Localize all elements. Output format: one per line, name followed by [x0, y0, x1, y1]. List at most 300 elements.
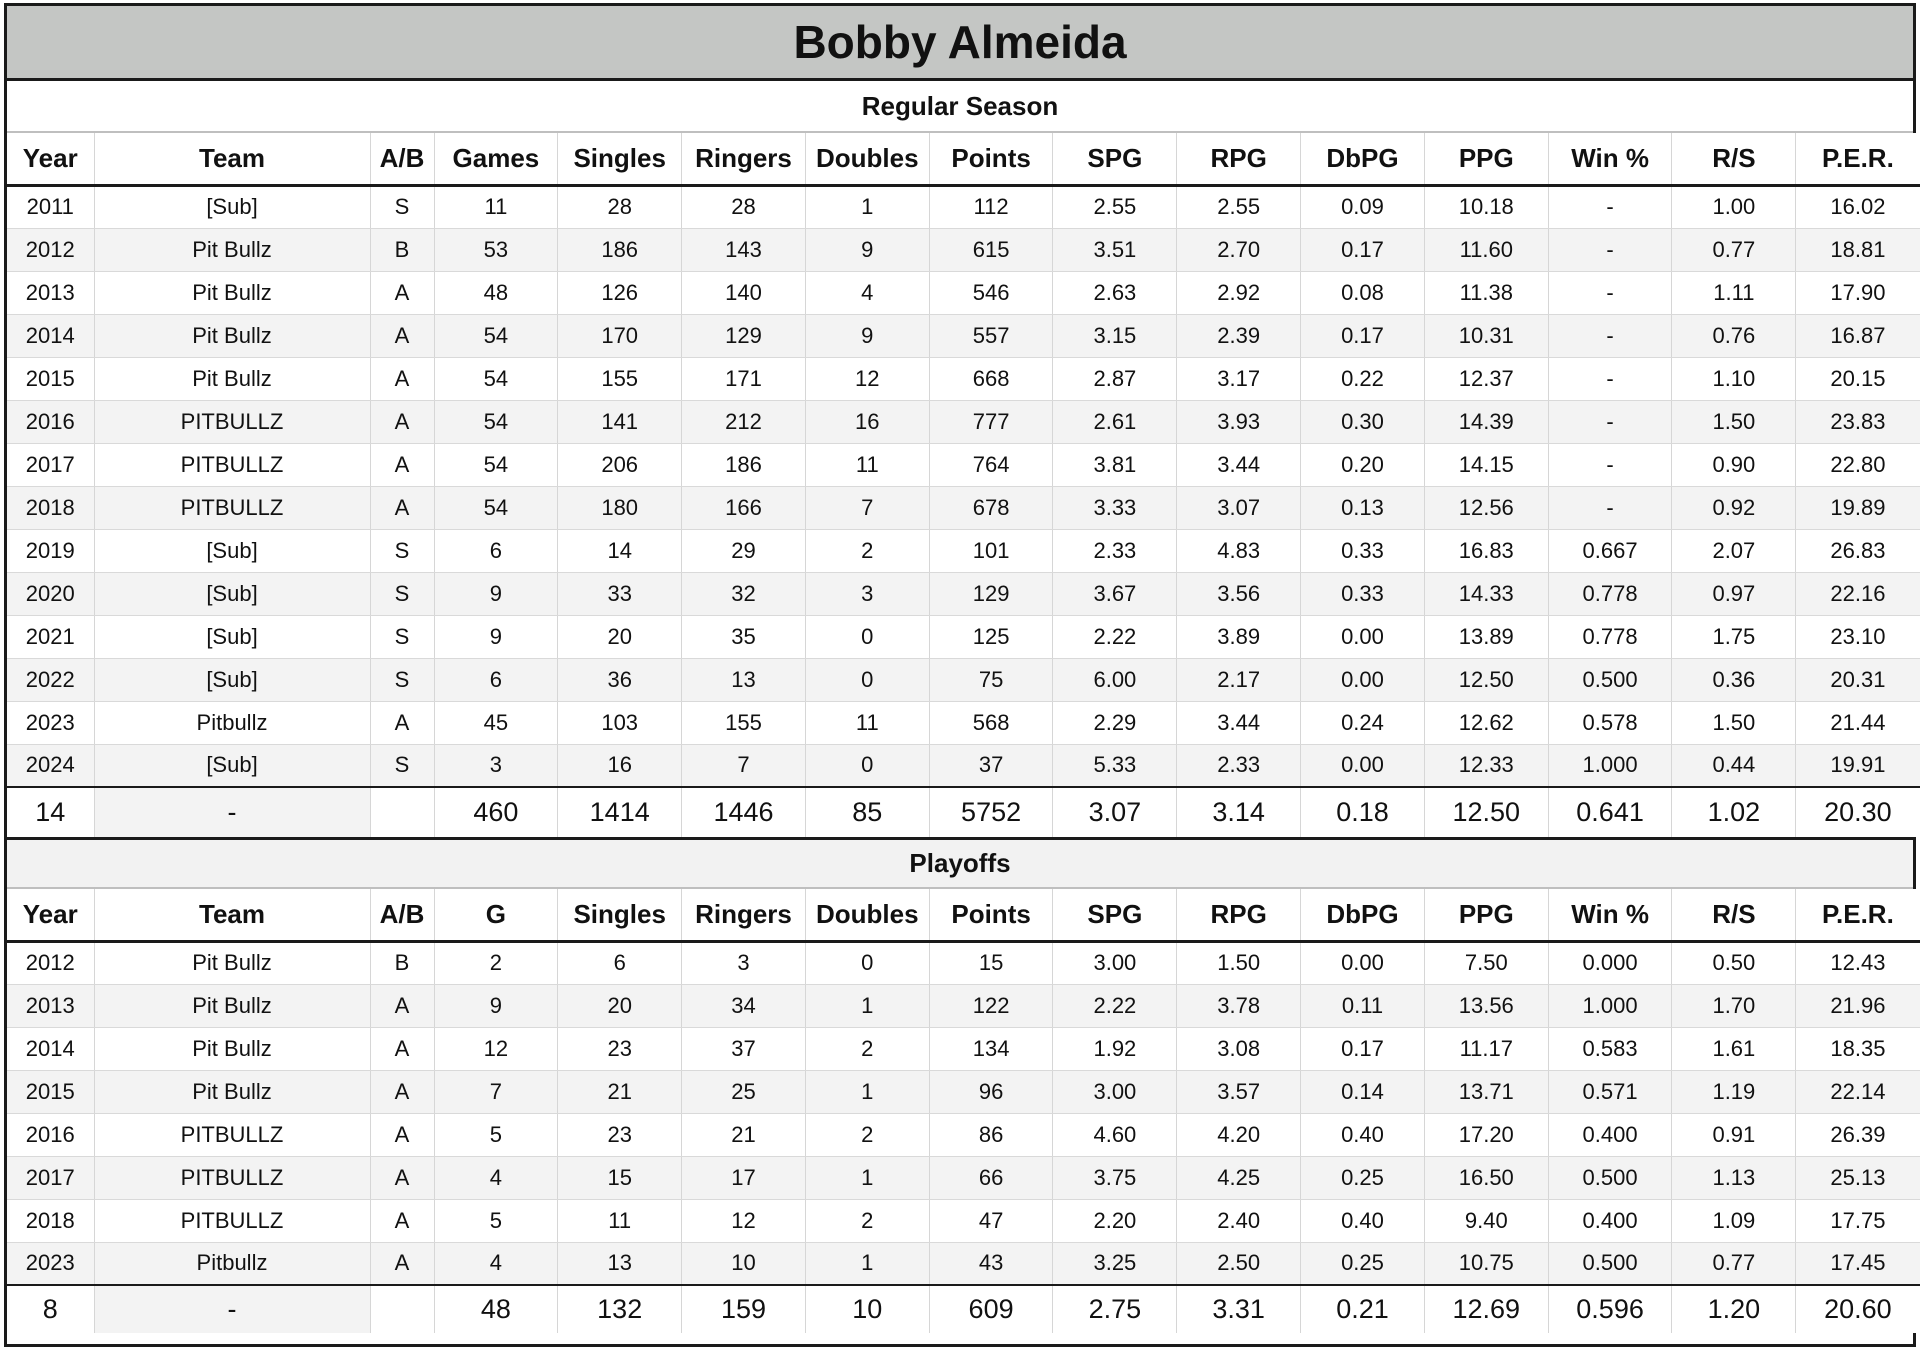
regular-season-totals-cell: 3.14 [1177, 787, 1301, 837]
playoffs-table-cell: 0.14 [1301, 1070, 1425, 1113]
playoffs-column-header: Doubles [805, 889, 929, 941]
playoffs-table-cell: 5 [434, 1113, 558, 1156]
regular-season-column-header: Team [94, 133, 370, 185]
playoffs-table-cell: 21 [558, 1070, 682, 1113]
playoffs-table-cell: 11 [558, 1199, 682, 1242]
regular-season-table-cell: 112 [929, 185, 1053, 228]
regular-season-table-cell: 0.778 [1548, 572, 1672, 615]
regular-season-table-cell: 37 [929, 744, 1053, 787]
playoffs-table-cell: 0.77 [1672, 1242, 1796, 1285]
regular-season-table-cell: A [370, 486, 434, 529]
playoffs-table-cell: 86 [929, 1113, 1053, 1156]
playoffs-totals-cell: 159 [682, 1285, 806, 1333]
regular-season-table-cell: 16.02 [1796, 185, 1920, 228]
regular-season-totals-cell: 1414 [558, 787, 682, 837]
playoffs-table-cell: 11.17 [1424, 1027, 1548, 1070]
regular-season-table-cell: 0.17 [1301, 314, 1425, 357]
regular-season-table-cell: 2016 [7, 400, 94, 443]
regular-season-table-cell: Pitbullz [94, 701, 370, 744]
regular-season-table-cell: 0.30 [1301, 400, 1425, 443]
regular-season-table-cell: - [1548, 486, 1672, 529]
regular-season-table-cell: 2011 [7, 185, 94, 228]
regular-season-table-cell: 2021 [7, 615, 94, 658]
playoffs-table-cell: 0.000 [1548, 941, 1672, 984]
regular-season-table-cell: 3.93 [1177, 400, 1301, 443]
playoffs-table-cell: 0.500 [1548, 1242, 1672, 1285]
regular-season-table-cell: 75 [929, 658, 1053, 701]
playoffs-table-cell: 18.35 [1796, 1027, 1920, 1070]
regular-season-table-cell: 2019 [7, 529, 94, 572]
playoffs-table-cell: 15 [558, 1156, 682, 1199]
regular-season-table-cell: 2.70 [1177, 228, 1301, 271]
regular-season-table-cell: 3.56 [1177, 572, 1301, 615]
regular-season-table-cell: 3.44 [1177, 443, 1301, 486]
regular-season-column-header: DbPG [1301, 133, 1425, 185]
regular-season-table-cell: - [1548, 314, 1672, 357]
regular-season-table-cell: 764 [929, 443, 1053, 486]
regular-season-table-cell: 3.15 [1053, 314, 1177, 357]
regular-season-table-row [7, 400, 1920, 443]
regular-season-totals-cell: 1446 [682, 787, 806, 837]
playoffs-table-cell: 9.40 [1424, 1199, 1548, 1242]
playoffs-table-cell: A [370, 1199, 434, 1242]
playoffs-table-cell: 26.39 [1796, 1113, 1920, 1156]
regular-season-table-cell: 2023 [7, 701, 94, 744]
playoffs-table-cell: 122 [929, 984, 1053, 1027]
playoffs-table-cell: 0.25 [1301, 1242, 1425, 1285]
playoffs-totals-cell: 132 [558, 1285, 682, 1333]
regular-season-table-cell: 0.33 [1301, 529, 1425, 572]
regular-season-table-cell: 16 [558, 744, 682, 787]
regular-season-table-cell: S [370, 744, 434, 787]
playoffs-table-cell: 2014 [7, 1027, 94, 1070]
regular-season-table-cell: 0 [805, 658, 929, 701]
regular-season-totals-row [7, 787, 1920, 837]
regular-season-table-cell: 18.81 [1796, 228, 1920, 271]
playoffs-table-cell: 3 [682, 941, 806, 984]
regular-season-column-header: RPG [1177, 133, 1301, 185]
regular-season-table-cell: 33 [558, 572, 682, 615]
regular-season-column-header: R/S [1672, 133, 1796, 185]
regular-season-column-header: Doubles [805, 133, 929, 185]
regular-season-table-cell: - [1548, 228, 1672, 271]
regular-season-table-cell: 2.61 [1053, 400, 1177, 443]
playoffs-table-cell: A [370, 1156, 434, 1199]
regular-season-table-cell: 0.09 [1301, 185, 1425, 228]
playoffs-table-cell: 9 [434, 984, 558, 1027]
regular-season-table-cell: 1.00 [1672, 185, 1796, 228]
playoffs-table-cell: 1 [805, 1070, 929, 1113]
regular-season-table-cell: 22.16 [1796, 572, 1920, 615]
regular-season-table-cell: 54 [434, 443, 558, 486]
regular-season-table-cell: 20.15 [1796, 357, 1920, 400]
playoffs-table-cell: 2 [805, 1027, 929, 1070]
playoffs-column-header: PPG [1424, 889, 1548, 941]
regular-season-table-cell: 11 [805, 701, 929, 744]
playoffs-table-cell: 23 [558, 1027, 682, 1070]
playoffs-table-cell: 0.571 [1548, 1070, 1672, 1113]
playoffs-table-cell: 3.57 [1177, 1070, 1301, 1113]
regular-season-table-cell: 143 [682, 228, 806, 271]
playoffs-table-cell: 10 [682, 1242, 806, 1285]
playoffs-header-row [7, 889, 1920, 941]
regular-season-table-cell: 2015 [7, 357, 94, 400]
regular-season-table-cell: S [370, 572, 434, 615]
regular-season-column-header: PPG [1424, 133, 1548, 185]
regular-season-table-cell: [Sub] [94, 744, 370, 787]
playoffs-table-cell: 21 [682, 1113, 806, 1156]
regular-season-table-cell: PITBULLZ [94, 443, 370, 486]
regular-season-table-cell: 3.89 [1177, 615, 1301, 658]
regular-season-table-cell: 2.17 [1177, 658, 1301, 701]
regular-season-table-cell: 186 [558, 228, 682, 271]
stats-sheet [4, 3, 1916, 1347]
regular-season-table-cell: 2.87 [1053, 357, 1177, 400]
regular-season-table-cell: 186 [682, 443, 806, 486]
regular-season-table-cell: 16 [805, 400, 929, 443]
playoffs-table-cell: 13.56 [1424, 984, 1548, 1027]
regular-season-column-header: Year [7, 133, 94, 185]
regular-season-column-header: SPG [1053, 133, 1177, 185]
regular-season-table-row [7, 486, 1920, 529]
regular-season-table-cell: 212 [682, 400, 806, 443]
playoffs-table-cell: 21.96 [1796, 984, 1920, 1027]
playoffs-table-cell: 22.14 [1796, 1070, 1920, 1113]
playoffs-table-cell: 2 [434, 941, 558, 984]
regular-season-table-cell: - [1548, 443, 1672, 486]
playoffs-totals-cell: 1.20 [1672, 1285, 1796, 1333]
playoffs-column-header: SPG [1053, 889, 1177, 941]
regular-season-table-cell: 35 [682, 615, 806, 658]
regular-season-table-row [7, 443, 1920, 486]
playoffs-table-cell: 47 [929, 1199, 1053, 1242]
regular-season-table-cell: 2018 [7, 486, 94, 529]
regular-season-table-cell: 3.81 [1053, 443, 1177, 486]
regular-season-totals-cell: 0.641 [1548, 787, 1672, 837]
regular-season-table-cell: 0.33 [1301, 572, 1425, 615]
playoffs-table-row [7, 1156, 1920, 1199]
playoffs-table-cell: 1.000 [1548, 984, 1672, 1027]
regular-season-table-row [7, 271, 1920, 314]
regular-season-table-cell: 129 [682, 314, 806, 357]
regular-season-table-cell: 2012 [7, 228, 94, 271]
playoffs-table-cell: 15 [929, 941, 1053, 984]
playoffs-column-header: G [434, 889, 558, 941]
regular-season-totals-cell: 14 [7, 787, 94, 837]
regular-season-table-cell: 54 [434, 357, 558, 400]
playoffs-table-cell: PITBULLZ [94, 1156, 370, 1199]
playoffs-table-cell: 13 [558, 1242, 682, 1285]
player-name-title: Bobby Almeida [7, 6, 1913, 81]
regular-season-table-cell: 0.08 [1301, 271, 1425, 314]
playoffs-table-cell: 0.91 [1672, 1113, 1796, 1156]
playoffs-totals-cell [370, 1285, 434, 1333]
regular-season-table-cell: 678 [929, 486, 1053, 529]
regular-season-column-header: Ringers [682, 133, 806, 185]
regular-season-table-cell: 557 [929, 314, 1053, 357]
playoffs-table-cell: PITBULLZ [94, 1113, 370, 1156]
regular-season-table-cell: 23.83 [1796, 400, 1920, 443]
playoffs-table-row [7, 1199, 1920, 1242]
playoffs-table-cell: Pit Bullz [94, 1027, 370, 1070]
playoffs-table [7, 889, 1920, 1333]
playoffs-table-cell: 2012 [7, 941, 94, 984]
regular-season-table-cell: 16.83 [1424, 529, 1548, 572]
regular-season-table-cell: S [370, 185, 434, 228]
regular-season-table-cell: 9 [434, 572, 558, 615]
regular-season-table-cell: 14.15 [1424, 443, 1548, 486]
regular-season-table-cell: 20 [558, 615, 682, 658]
playoffs-table-cell: 0.40 [1301, 1199, 1425, 1242]
playoffs-table-cell: 3.78 [1177, 984, 1301, 1027]
regular-season-table-cell: 206 [558, 443, 682, 486]
regular-season-table-cell: - [1548, 400, 1672, 443]
regular-season-table-cell: - [1548, 185, 1672, 228]
playoffs-table-cell: 4 [434, 1156, 558, 1199]
regular-season-table-cell: 13.89 [1424, 615, 1548, 658]
regular-season-table-cell: 12.37 [1424, 357, 1548, 400]
regular-season-table-cell: 546 [929, 271, 1053, 314]
regular-season-table-cell: 2.33 [1177, 744, 1301, 787]
regular-season-table-cell: 48 [434, 271, 558, 314]
regular-season-table-cell: 10.18 [1424, 185, 1548, 228]
playoffs-table-cell: 2017 [7, 1156, 94, 1199]
playoffs-table-cell: A [370, 1027, 434, 1070]
playoffs-table-cell: 4.60 [1053, 1113, 1177, 1156]
playoffs-table-cell: 2.40 [1177, 1199, 1301, 1242]
regular-season-table-cell: 0.77 [1672, 228, 1796, 271]
playoffs-table-cell: 2.22 [1053, 984, 1177, 1027]
regular-season-table-cell: 54 [434, 486, 558, 529]
regular-season-table-cell: 2024 [7, 744, 94, 787]
playoffs-column-header: Win % [1548, 889, 1672, 941]
playoffs-table-row [7, 1242, 1920, 1285]
playoffs-table-cell: 6 [558, 941, 682, 984]
playoffs-table-cell: 0.583 [1548, 1027, 1672, 1070]
playoffs-column-header: RPG [1177, 889, 1301, 941]
regular-season-table-cell: 2020 [7, 572, 94, 615]
regular-season-table-cell: 2.55 [1177, 185, 1301, 228]
playoffs-table-cell: Pit Bullz [94, 941, 370, 984]
regular-season-table-cell: Pit Bullz [94, 314, 370, 357]
regular-season-table-cell: 2.55 [1053, 185, 1177, 228]
playoffs-table-cell: 0.40 [1301, 1113, 1425, 1156]
regular-season-column-header: Points [929, 133, 1053, 185]
playoffs-table-cell: 13.71 [1424, 1070, 1548, 1113]
playoffs-table-cell: 2016 [7, 1113, 94, 1156]
regular-season-table-cell: 1.75 [1672, 615, 1796, 658]
playoffs-table-cell: 2023 [7, 1242, 94, 1285]
regular-season-table-cell: 28 [558, 185, 682, 228]
playoffs-table-cell: A [370, 1070, 434, 1113]
regular-season-table-cell: - [1548, 357, 1672, 400]
playoffs-table-cell: 0.11 [1301, 984, 1425, 1027]
regular-season-table-cell: - [1548, 271, 1672, 314]
regular-season-table-cell: 140 [682, 271, 806, 314]
regular-season-table-cell: 0.20 [1301, 443, 1425, 486]
playoffs-totals-cell: 2.75 [1053, 1285, 1177, 1333]
playoffs-table-cell: Pit Bullz [94, 984, 370, 1027]
playoffs-totals-cell: 0.21 [1301, 1285, 1425, 1333]
playoffs-table-cell: 3.00 [1053, 1070, 1177, 1113]
regular-season-table-cell: 2.07 [1672, 529, 1796, 572]
regular-season-table-cell: 6.00 [1053, 658, 1177, 701]
playoffs-table-row [7, 941, 1920, 984]
regular-season-table-cell: 28 [682, 185, 806, 228]
regular-season-table-row [7, 357, 1920, 400]
regular-season-table-cell: 1.000 [1548, 744, 1672, 787]
playoffs-totals-row [7, 1285, 1920, 1333]
regular-season-column-header: Games [434, 133, 558, 185]
playoffs-table-cell: A [370, 1113, 434, 1156]
regular-season-table-row [7, 701, 1920, 744]
playoffs-totals-cell: 0.596 [1548, 1285, 1672, 1333]
regular-season-table-cell: S [370, 615, 434, 658]
regular-season-table-cell: 129 [929, 572, 1053, 615]
regular-season-table-cell: 11 [805, 443, 929, 486]
regular-season-totals-cell: 85 [805, 787, 929, 837]
regular-season-table-cell: 171 [682, 357, 806, 400]
regular-season-table-cell: 2.29 [1053, 701, 1177, 744]
playoffs-table-cell: 0.17 [1301, 1027, 1425, 1070]
regular-season-table-cell: 17.90 [1796, 271, 1920, 314]
playoffs-table-cell: 5 [434, 1199, 558, 1242]
regular-season-table-cell: 777 [929, 400, 1053, 443]
regular-season-column-header: Win % [1548, 133, 1672, 185]
playoffs-table-cell: 17 [682, 1156, 806, 1199]
regular-season-table-cell: 3 [805, 572, 929, 615]
regular-season-table-cell: A [370, 314, 434, 357]
playoffs-table-cell: 23 [558, 1113, 682, 1156]
regular-season-table-cell: 12.62 [1424, 701, 1548, 744]
regular-season-table-cell: 6 [434, 658, 558, 701]
regular-season-totals-cell: 1.02 [1672, 787, 1796, 837]
playoffs-table-cell: 7.50 [1424, 941, 1548, 984]
playoffs-table-cell: 7 [434, 1070, 558, 1113]
playoffs-totals-cell: 8 [7, 1285, 94, 1333]
playoffs-table-cell: 17.45 [1796, 1242, 1920, 1285]
regular-season-column-header: A/B [370, 133, 434, 185]
regular-season-table-cell: 14.33 [1424, 572, 1548, 615]
playoffs-table-cell: 4.20 [1177, 1113, 1301, 1156]
regular-season-totals-cell: 460 [434, 787, 558, 837]
regular-season-table-row [7, 529, 1920, 572]
playoffs-totals-cell: 3.31 [1177, 1285, 1301, 1333]
regular-season-table-cell: Pit Bullz [94, 357, 370, 400]
regular-season-table-cell: 3.51 [1053, 228, 1177, 271]
regular-season-table-cell: Pit Bullz [94, 271, 370, 314]
regular-season-table-cell: 12.56 [1424, 486, 1548, 529]
regular-season-table-cell: 0.00 [1301, 615, 1425, 658]
regular-season-table-cell: 5.33 [1053, 744, 1177, 787]
regular-season-table-cell: 101 [929, 529, 1053, 572]
regular-season-table-cell: A [370, 400, 434, 443]
regular-season-table-cell: 125 [929, 615, 1053, 658]
regular-season-table-cell: 11.38 [1424, 271, 1548, 314]
regular-season-table-cell: 45 [434, 701, 558, 744]
regular-season-table-cell: 1.50 [1672, 400, 1796, 443]
regular-season-table-cell: 11 [434, 185, 558, 228]
regular-season-table-cell: 16.87 [1796, 314, 1920, 357]
regular-season-column-header: Singles [558, 133, 682, 185]
regular-season-table-cell: 4 [805, 271, 929, 314]
regular-season-table-cell: 2013 [7, 271, 94, 314]
playoffs-totals-cell: 12.69 [1424, 1285, 1548, 1333]
playoffs-table-cell: 3.08 [1177, 1027, 1301, 1070]
regular-season-table-cell: [Sub] [94, 529, 370, 572]
regular-season-table-cell: 0.90 [1672, 443, 1796, 486]
playoffs-table-cell: 17.75 [1796, 1199, 1920, 1242]
regular-season-table-cell: 7 [682, 744, 806, 787]
regular-season-table-cell: 0 [805, 744, 929, 787]
regular-season-table-cell: 3 [434, 744, 558, 787]
regular-season-table-cell: 7 [805, 486, 929, 529]
playoffs-table-cell: 16.50 [1424, 1156, 1548, 1199]
regular-season-table-cell: 2.33 [1053, 529, 1177, 572]
playoffs-table-cell: 12.43 [1796, 941, 1920, 984]
playoffs-table-cell: 0 [805, 941, 929, 984]
regular-season-table-cell: 4.83 [1177, 529, 1301, 572]
playoffs-table-cell: 1.50 [1177, 941, 1301, 984]
regular-season-totals-cell: 5752 [929, 787, 1053, 837]
regular-season-table-cell: 9 [434, 615, 558, 658]
regular-season-table-cell: 0.500 [1548, 658, 1672, 701]
playoffs-totals-cell: 609 [929, 1285, 1053, 1333]
playoffs-table-cell: 37 [682, 1027, 806, 1070]
playoffs-table-cell: A [370, 984, 434, 1027]
regular-season-table-cell: 2.92 [1177, 271, 1301, 314]
regular-season-table-cell: 0.76 [1672, 314, 1796, 357]
playoffs-table-cell: 34 [682, 984, 806, 1027]
regular-season-heading: Regular Season [7, 81, 1913, 133]
regular-season-table-cell: [Sub] [94, 572, 370, 615]
playoffs-table-row [7, 1070, 1920, 1113]
regular-season-table-cell: S [370, 658, 434, 701]
playoffs-table-cell: 43 [929, 1242, 1053, 1285]
regular-season-table-cell: 615 [929, 228, 1053, 271]
playoffs-table-cell: 3.00 [1053, 941, 1177, 984]
regular-season-table-cell: [Sub] [94, 615, 370, 658]
playoffs-table-cell: 2 [805, 1113, 929, 1156]
playoffs-table-cell: 1 [805, 1242, 929, 1285]
regular-season-table-cell: 12 [805, 357, 929, 400]
playoffs-totals-cell: 10 [805, 1285, 929, 1333]
regular-season-table-cell: 0.667 [1548, 529, 1672, 572]
regular-season-table-cell: 2.22 [1053, 615, 1177, 658]
playoffs-table-cell: 2.50 [1177, 1242, 1301, 1285]
regular-season-table-cell: 54 [434, 314, 558, 357]
regular-season-table-row [7, 572, 1920, 615]
regular-season-table-cell: 9 [805, 228, 929, 271]
regular-season-table-cell: 53 [434, 228, 558, 271]
regular-season-table-cell: 170 [558, 314, 682, 357]
regular-season-table-cell: 26.83 [1796, 529, 1920, 572]
regular-season-table-cell: 2.39 [1177, 314, 1301, 357]
playoffs-table-cell: 2 [805, 1199, 929, 1242]
playoffs-table-cell: 1 [805, 984, 929, 1027]
regular-season-header-row [7, 133, 1920, 185]
regular-season-table-cell: 155 [558, 357, 682, 400]
playoffs-table-cell: 4.25 [1177, 1156, 1301, 1199]
playoffs-totals-cell: - [94, 1285, 370, 1333]
regular-season-totals-cell: 0.18 [1301, 787, 1425, 837]
playoffs-table-cell: 1 [805, 1156, 929, 1199]
regular-season-table [7, 133, 1920, 837]
regular-season-table-cell: 126 [558, 271, 682, 314]
playoffs-table-cell: 4 [434, 1242, 558, 1285]
regular-season-table-cell: 11.60 [1424, 228, 1548, 271]
playoffs-table-cell: 1.92 [1053, 1027, 1177, 1070]
